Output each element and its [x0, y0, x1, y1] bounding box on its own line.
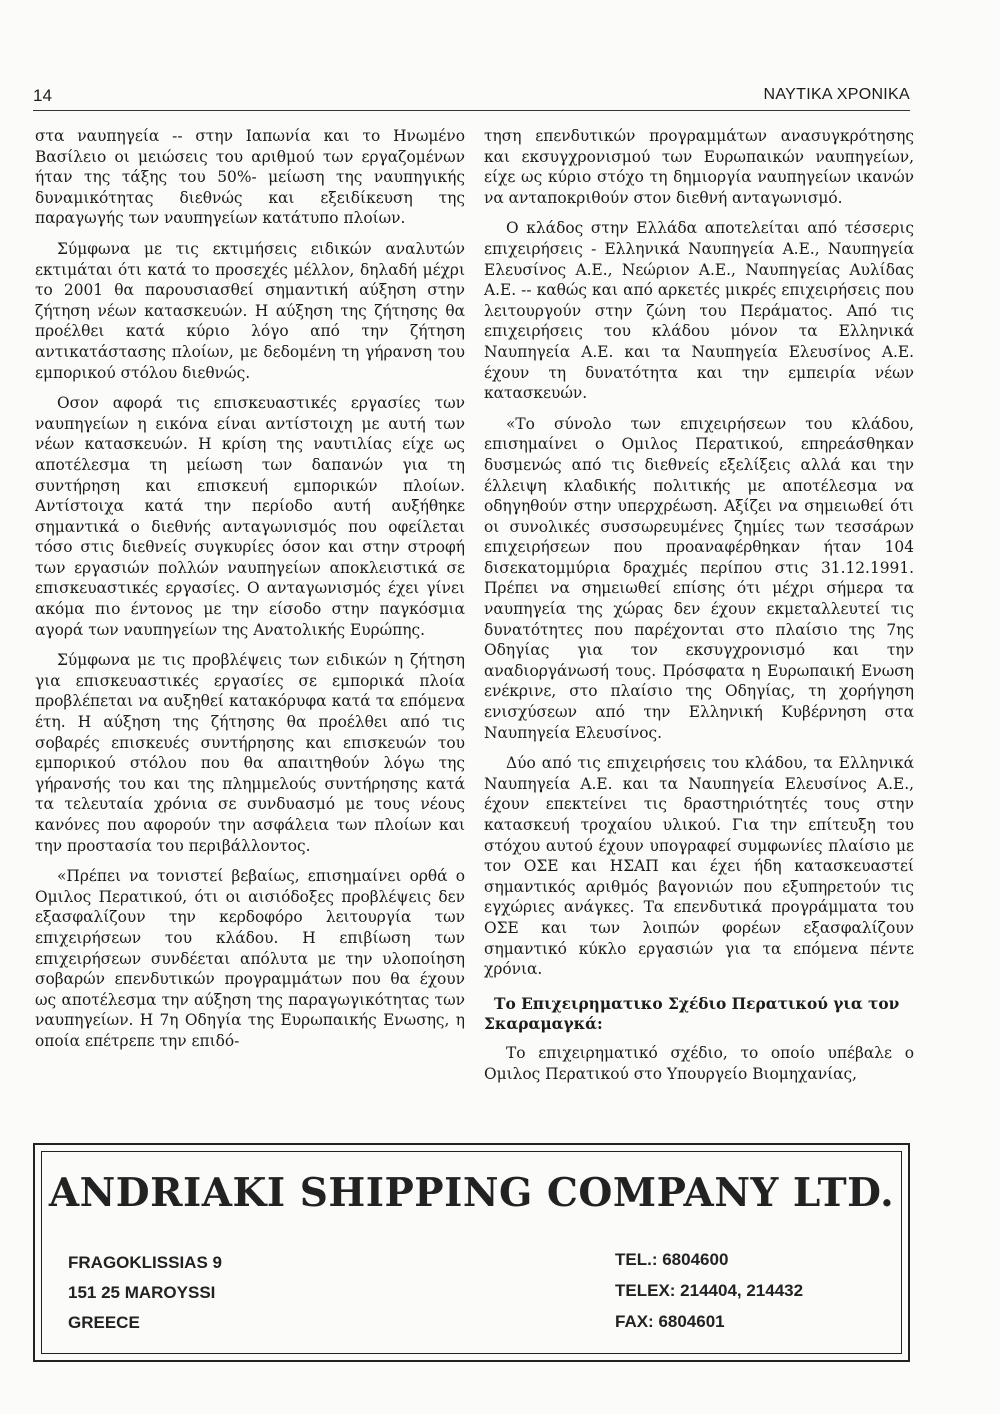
paragraph: Οσον αφορά τις επισκευαστικές εργασίες των ναυπηγείων η εικόνα είναι αντίστοιχη με αυτή των νέων κατασκευών. Η κρίση της ναυτιλίας είχε ως αποτέλεσμα τη μείωση των δαπανών για τη συντήρηση και επισκευή εμπορικών πλοίων. Αντίστοιχα κατά την περίοδο αυτή αυξήθηκε σημαντικά ο διεθνής ανταγωνισμός που οφείλεται τόσο στις διεθνείς συγκυρίες όσον και στην στροφή των εργασιών πολλών ναυπηγείων αποκλειστικά σε επισκευαστικές εργασίες. Ο ανταγωνισμός έχει γίνει ακόμα πιο έντονος με την είσοδο στην παγκόσμια αγορά των ναυπηγείων της Ανατολικής Ευρώπης. — [35, 394, 465, 639]
section-subheading: Το Επιχειρηματικο Σχέδιο Περατικού για τον Σκαραμαγκά: — [484, 994, 900, 1034]
page-number: 14 — [33, 86, 52, 105]
advertisement-inner-border — [41, 1151, 902, 1354]
ad-company-name: ANDRIAKI SHIPPING COMPANY LTD. — [48, 1170, 895, 1216]
paragraph: τηση επενδυτικών προγραμμάτων ανασυγκρότησης και εκσυγχρονισμού των Ευρωπαικών ναυπηγείων, είχε ως κύριο στόχο τη δημιοργία ναυπηγείων ικανών να ανταποκριθούν στον διεθνή ανταγωνισμό. — [484, 127, 914, 207]
right-column — [484, 126, 914, 1094]
paragraph: στα ναυπηγεία -- στην Ιαπωνία και το Ηνωμένο Βασίλειο οι μειώσεις του αριθμού των εργαζομένων ήταν της τάξης του 50%- μείωση της ναυπηγικής δυναμικότητας διεθνώς και εξειδίκευση της παραγωγής των ναυπηγείων κατάτυπο πλοίων. — [35, 127, 465, 228]
paragraph: Δύο από τις επιχειρήσεις του κλάδου, τα Ελληνικά Ναυπηγεία Α.Ε. και τα Ναυπηγεία Ελευσίνος Α.Ε., έχουν επεκτείνει τις δραστηριότητές τους στην κατασκευή τροχαίου υλικού. Για την επίτευξη του στόχου αυτού έχουν υπογραφεί συμφωνίες πλαίσιο με τον ΟΣΕ και ΗΣΑΠ και έχει ήδη κατασκευαστεί σημαντικός αριθμός βαγονιών που εξυπηρετούν τις εγχώριες ανάγκες. Τα επενδυτικά προγράμματα του ΟΣΕ και των λοιπών φορέων εξασφαλίζουν σημαντικό κύκλο εργασιών για τα επόμενα πέντε χρόνια. — [484, 754, 914, 979]
ad-address-line: GREECE — [68, 1313, 140, 1332]
paragraph: Το επιχειρηματικό σχέδιο, το οποίο υπέβαλε ο Ομιλος Περατικού στο Υπουργείο Βιομηχανίας, — [484, 1043, 914, 1083]
page-header — [33, 84, 910, 111]
ad-address — [68, 1248, 222, 1338]
paragraph: «Το σύνολο των επιχειρήσεων του κλάδου, επισημαίνει ο Ομιλος Περατικού, επηρεάσθηκαν δυσμενώς από τις διεθνείς εξελίξεις αλλά και την έλλειψη κλαδικής πολιτικής με αποτέλεσμα να οδηγηθούν στην υπερχρέωση. Αξίζει να σημειωθεί ότι οι συνολικές συσσωρευμένες ζημίες των τεσσάρων επιχειρήσεων που προαναφέρθηκαν ήταν 104 δισεκατομμύρια δραχμές περίπου στις 31.12.1991. Πρέπει να σημειωθεί επίσης ότι μέχρι σήμερα τα ναυπηγεία της χώρας δεν έχουν εκμεταλλευτεί τις δυνατότητες που παρέχονται στο πλαίσιο της 7ης Οδηγίας για τον εκσυγχρονισμό και την αναδιοργάνωσή τους. Πρόσφατα η Ευρωπαική Ενωση ενέκρινε, στο πλαίσιο της Οδηγίας, τη χορήγηση ενισχύσεων από την Ελληνική Κυβέρνηση στα Ναυπηγεία Ελευσίνος. — [484, 414, 914, 742]
ad-fax: FAX: 6804601 — [615, 1312, 725, 1331]
paragraph: Ο κλάδος στην Ελλάδα αποτελείται από τέσσερις επιχειρήσεις - Ελληνικά Ναυπηγεία Α.Ε., Ναυπηγεία Ελευσίνος Α.Ε., Νεώριον Α.Ε., Ναυπηγείας Αυλίδας Α.Ε. -- καθώς και από αρκετές μικρές επιχειρήσεις που λειτουργούν στην ζώνη του Περάματος. Από τις επιχειρήσεις του κλάδου μόνον τα Ελληνικά Ναυπηγεία Α.Ε. και τα Ναυπηγεία Ελευσίνος Α.Ε. έχουν τη δυνατότητα και την εμπειρία νέων κατασκευών. — [484, 219, 914, 403]
magazine-title: ΝΑΥΤΙΚΑ ΧΡΟΝΙΚΑ — [763, 86, 910, 103]
paragraph: Σύμφωνα με τις εκτιμήσεις ειδικών αναλυτών εκτιμάται ότι κατά το προσεχές μέλλον, δηλαδή μέχρι το 2001 θα παρουσιασθεί σημαντική αύξηση στην ζήτηση νέων κατασκευών. Η αύξηση της ζήτησης θα προέλθει κατά κύριο λόγο από την ζήτηση αντικατάστασης πλοίων, με δεδομένη τη γήρανση του εμπορικού στόλου διεθνώς. — [35, 239, 465, 382]
ad-phone: TEL.: 6804600 — [615, 1250, 729, 1269]
advertisement-box — [33, 1143, 910, 1362]
ad-address-line: 151 25 MAROYSSI — [68, 1283, 216, 1302]
paragraph: Σύμφωνα με τις προβλέψεις των ειδικών η ζήτηση για επισκευαστικές εργασίες σε εμπορικά πλοία προβλέπεται να αυξηθεί κατακόρυφα κατά τα επόμενα έτη. Η αύξηση της ζήτησης θα προέλθει από τις σοβαρές επισκευές συντήρησης και επισκευών του εμπορικού στόλου που θα απαιτηθούν λόγω της γήρανσής του και της πλημμελούς συντήρησης κατά τα τελευταία χρόνια σε συνδυασμό με τους νέους κανόνες που αφορούν την ασφάλεια των πλοίων και την προστασία του περιβάλλοντος. — [35, 651, 465, 855]
ad-telex: TELEX: 214404, 214432 — [615, 1281, 804, 1300]
paragraph: «Πρέπει να τονιστεί βεβαίως, επισημαίνει ορθά ο Ομιλος Περατικού, ότι οι αισιόδοξες προβλέψεις δεν εξασφαλίζουν την κερδοφόρο λειτουργία των επιχειρήσεων του κλάδου. Η επιβίωση των επιχειρήσεων συνδέεται απόλυτα με την υλοποίηση σοβαρών επενδυτικών προγραμμάτων που θα έχουν ως αποτέλεσμα την αύξηση της παραγωγικότητας των ναυπηγείων. Η 7η Οδηγία της Ευρωπαικής Ενωσης, η οποία επέτρεπε την επιδό- — [35, 867, 465, 1050]
ad-address-line: FRAGOKLISSIAS 9 — [68, 1253, 222, 1272]
ad-contact — [615, 1244, 803, 1337]
left-column — [35, 126, 465, 1062]
